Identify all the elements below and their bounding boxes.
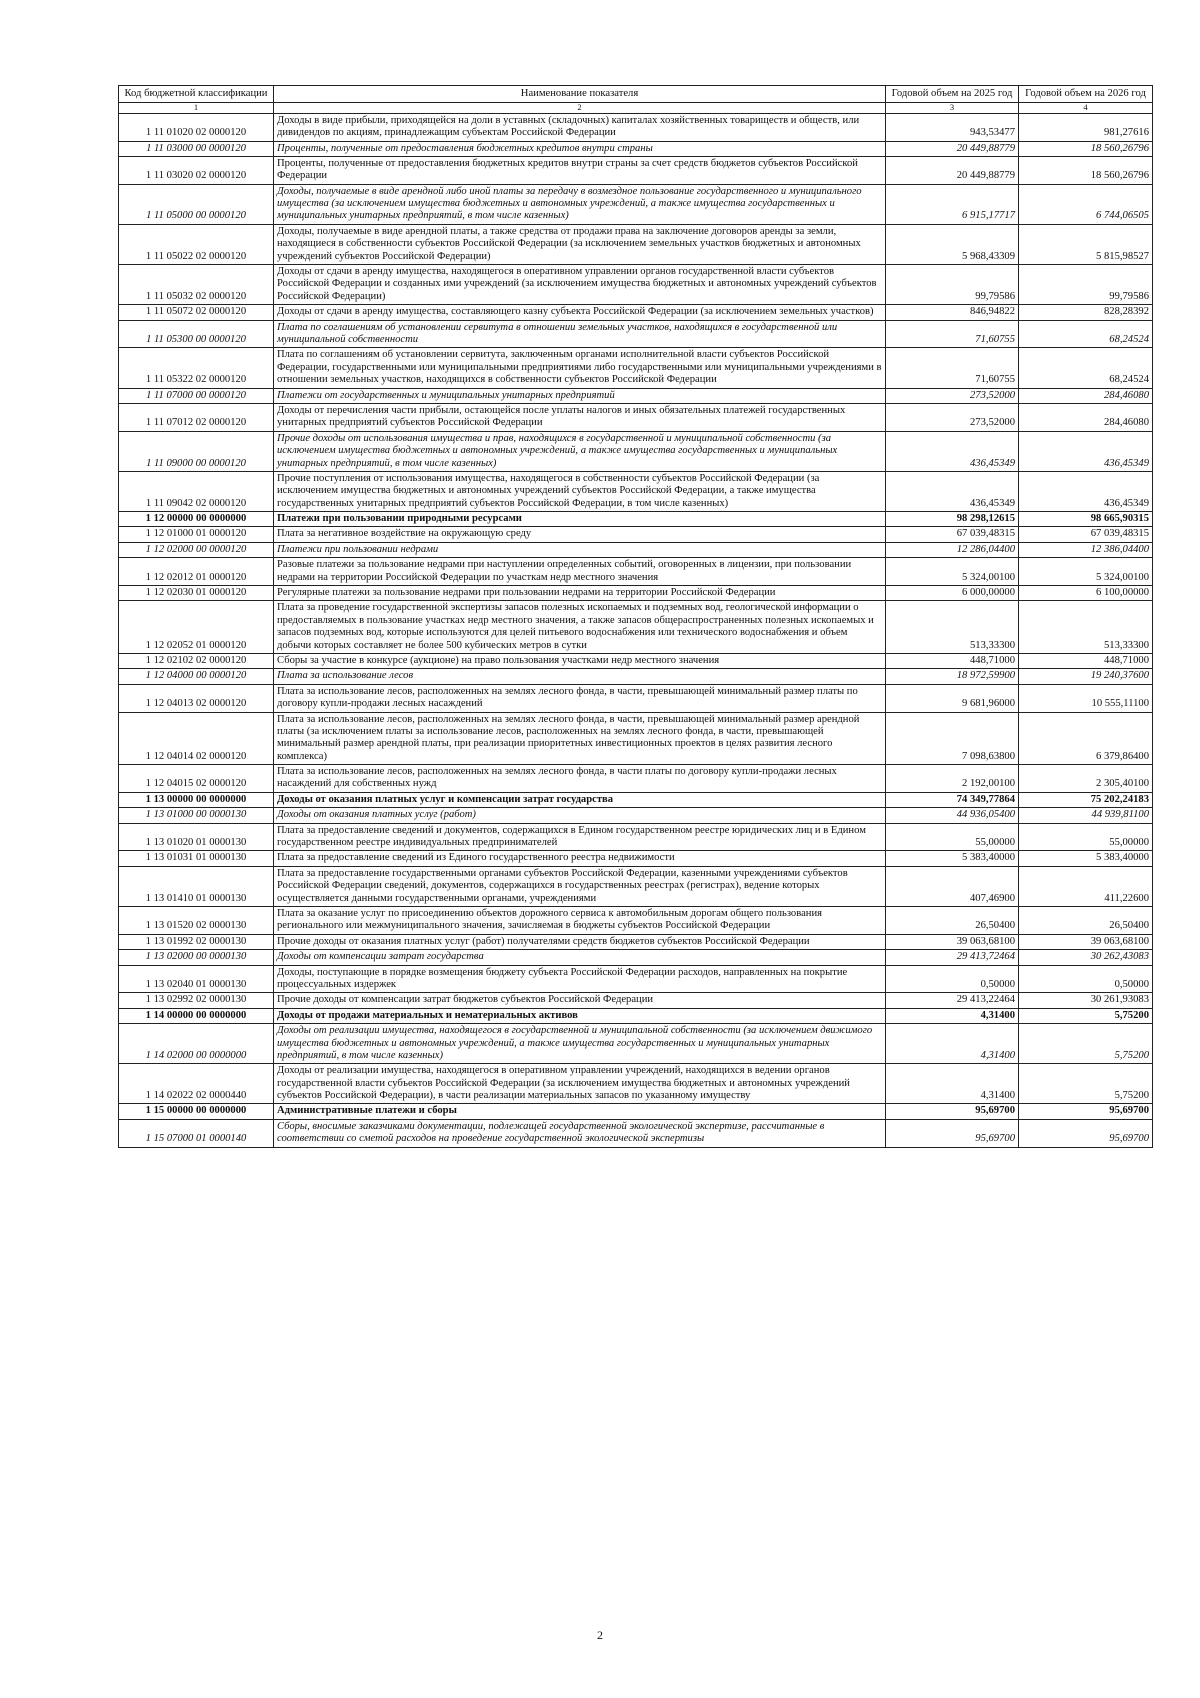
- indicator-name-cell: Прочие доходы от использования имущества и прав, находящихся в государственной и муниципальной собственности (за исключением имущества бюджетных и автономных учреждений, а также имущества государственных и муниципальных унитарных предприятий, в том числе казенных): [274, 431, 886, 471]
- indicator-name-cell: Регулярные платежи за пользование недрами при пользовании недрами на территории Российской Федерации: [274, 586, 886, 601]
- amount-2025-cell: 98 298,12615: [886, 512, 1019, 527]
- amount-2025-cell: 273,52000: [886, 388, 1019, 403]
- indicator-name-cell: Сборы за участие в конкурсе (аукционе) на право пользования участками недр местного значения: [274, 653, 886, 668]
- amount-2026-cell: 6 379,86400: [1019, 712, 1153, 765]
- amount-2026-cell: 75 202,24183: [1019, 792, 1153, 807]
- budget-code-cell: 1 15 00000 00 0000000: [119, 1104, 274, 1119]
- amount-2025-cell: 943,53477: [886, 113, 1019, 141]
- budget-code-cell: 1 14 02022 02 0000440: [119, 1064, 274, 1104]
- table-row: [119, 765, 1153, 793]
- table-row: [119, 823, 1153, 851]
- indicator-name-cell: Доходы от реализации имущества, находящегося в оперативном управлении учреждений, находящихся в ведении органов государственной власти субъектов Российской Федерации (за исключением имущества бюджетных и автономных учреждений субъектов Российской Федерации), в части реализации материальных запасов по указанному имуществу: [274, 1064, 886, 1104]
- amount-2025-cell: 95,69700: [886, 1104, 1019, 1119]
- budget-code-cell: 1 11 07000 00 0000120: [119, 388, 274, 403]
- amount-2025-cell: 29 413,22464: [886, 993, 1019, 1008]
- amount-2025-cell: 448,71000: [886, 653, 1019, 668]
- budget-code-cell: 1 11 03020 02 0000120: [119, 156, 274, 184]
- amount-2026-cell: 0,50000: [1019, 965, 1153, 993]
- budget-code-cell: 1 13 01410 01 0000130: [119, 866, 274, 906]
- amount-2025-cell: 407,46900: [886, 866, 1019, 906]
- budget-code-cell: 1 13 01000 00 0000130: [119, 808, 274, 823]
- amount-2025-cell: 95,69700: [886, 1119, 1019, 1147]
- header-code: Код бюджетной классификации: [119, 86, 274, 103]
- budget-code-cell: 1 12 04000 00 0000120: [119, 669, 274, 684]
- indicator-name-cell: Разовые платежи за пользование недрами при наступлении определенных событий, оговоренных в лицензии, при пользовании недрами на территории Российской Федерации по участкам недр местного значения: [274, 558, 886, 586]
- amount-2026-cell: 18 560,26796: [1019, 156, 1153, 184]
- budget-code-cell: 1 11 07012 02 0000120: [119, 403, 274, 431]
- table-row: [119, 512, 1153, 527]
- table-row: [119, 558, 1153, 586]
- budget-code-cell: 1 11 05072 02 0000120: [119, 305, 274, 320]
- indicator-name-cell: Плата за проведение государственной экспертизы запасов полезных ископаемых и подземных вод, геологической информации о предоставляемых в пользование участках недр местного значения, а также запасов общераспространенных полезных ископаемых и запасов подземных вод, которые используются для целей питьевого водоснабжения или технического водоснабжения и объем добычи которых составляет не более 500 кубических метров в сутки: [274, 601, 886, 654]
- table-row: [119, 1064, 1153, 1104]
- amount-2025-cell: 5 968,43309: [886, 224, 1019, 264]
- table-header-row: [119, 86, 1153, 103]
- amount-2025-cell: 513,33300: [886, 601, 1019, 654]
- indicator-name-cell: Плата за предоставление сведений из Единого государственного реестра недвижимости: [274, 851, 886, 866]
- amount-2026-cell: 5,75200: [1019, 1064, 1153, 1104]
- table-row: [119, 866, 1153, 906]
- indicator-name-cell: Плата за использование лесов, расположенных на землях лесного фонда, в части, превышающей минимальный размер арендной платы (за исключением платы за использование лесов, расположенных на землях лесного фонда, в части, превышающей минимальный размер арендной платы, при реализации приоритетных инвестиционных проектов в целях развития лесного комплекса): [274, 712, 886, 765]
- indicator-name-cell: Плата за предоставление государственными органами субъектов Российской Федерации, казенными учреждениями субъектов Российской Федерации сведений, документов, содержащихся в государственных реестрах (регистрах), ведение которых осуществляется данными государственными органами, учреждениями: [274, 866, 886, 906]
- table-row: [119, 320, 1153, 348]
- table-row: [119, 950, 1153, 965]
- indicator-name-cell: Плата за использование лесов, расположенных на землях лесного фонда, в части, превышающей минимальный размер платы по договору купли-продажи лесных насаждений: [274, 684, 886, 712]
- indicator-name-cell: Доходы от перечисления части прибыли, остающейся после уплаты налогов и иных обязательных платежей государственных унитарных предприятий субъектов Российской Федерации: [274, 403, 886, 431]
- budget-code-cell: 1 13 00000 00 0000000: [119, 792, 274, 807]
- budget-code-cell: 1 12 01000 01 0000120: [119, 527, 274, 542]
- table-row: [119, 1024, 1153, 1064]
- amount-2025-cell: 4,31400: [886, 1024, 1019, 1064]
- amount-2026-cell: 5 324,00100: [1019, 558, 1153, 586]
- amount-2025-cell: 846,94822: [886, 305, 1019, 320]
- amount-2025-cell: 5 383,40000: [886, 851, 1019, 866]
- amount-2025-cell: 71,60755: [886, 320, 1019, 348]
- amount-2025-cell: 26,50400: [886, 907, 1019, 935]
- amount-2025-cell: 20 449,88779: [886, 156, 1019, 184]
- column-number: 1: [119, 103, 274, 113]
- amount-2026-cell: 18 560,26796: [1019, 141, 1153, 156]
- table-row: [119, 907, 1153, 935]
- amount-2026-cell: 30 261,93083: [1019, 993, 1153, 1008]
- amount-2025-cell: 20 449,88779: [886, 141, 1019, 156]
- column-number-row: [119, 103, 1153, 113]
- table-row: [119, 586, 1153, 601]
- indicator-name-cell: Доходы в виде прибыли, приходящейся на доли в уставных (складочных) капиталах хозяйственных товариществ и обществ, или дивидендов по акциям, принадлежащим субъектам Российской Федерации: [274, 113, 886, 141]
- amount-2026-cell: 5,75200: [1019, 1008, 1153, 1023]
- table-row: [119, 113, 1153, 141]
- budget-code-cell: 1 11 05000 00 0000120: [119, 184, 274, 224]
- indicator-name-cell: Доходы от оказания платных услуг и компенсации затрат государства: [274, 792, 886, 807]
- amount-2026-cell: 12 386,04400: [1019, 542, 1153, 557]
- revenue-table: [118, 85, 1153, 1148]
- amount-2026-cell: 436,45349: [1019, 431, 1153, 471]
- column-number: 3: [886, 103, 1019, 113]
- amount-2026-cell: 5 815,98527: [1019, 224, 1153, 264]
- amount-2026-cell: 98 665,90315: [1019, 512, 1153, 527]
- amount-2026-cell: 67 039,48315: [1019, 527, 1153, 542]
- table-row: [119, 141, 1153, 156]
- amount-2026-cell: 284,46080: [1019, 388, 1153, 403]
- budget-code-cell: 1 11 05032 02 0000120: [119, 265, 274, 305]
- amount-2026-cell: 436,45349: [1019, 471, 1153, 511]
- budget-code-cell: 1 14 02000 00 0000000: [119, 1024, 274, 1064]
- amount-2025-cell: 9 681,96000: [886, 684, 1019, 712]
- amount-2025-cell: 4,31400: [886, 1064, 1019, 1104]
- amount-2026-cell: 411,22600: [1019, 866, 1153, 906]
- amount-2025-cell: 0,50000: [886, 965, 1019, 993]
- table-row: [119, 792, 1153, 807]
- table-row: [119, 348, 1153, 388]
- indicator-name-cell: Плата за использование лесов: [274, 669, 886, 684]
- amount-2026-cell: 68,24524: [1019, 348, 1153, 388]
- amount-2025-cell: 273,52000: [886, 403, 1019, 431]
- indicator-name-cell: Прочие поступления от использования имущества, находящегося в собственности субъектов Российской Федерации (за исключением имущества бюджетных и автономных учреждений субъектов Российской Федерации, а также имущества государственных унитарных предприятий субъектов Российской Федерации, в том числе казенных): [274, 471, 886, 511]
- budget-code-cell: 1 13 01031 01 0000130: [119, 851, 274, 866]
- amount-2026-cell: 68,24524: [1019, 320, 1153, 348]
- indicator-name-cell: Плата за предоставление сведений и документов, содержащихся в Едином государственном реестре юридических лиц и в Едином государственном реестре индивидуальных предпринимателей: [274, 823, 886, 851]
- table-row: [119, 542, 1153, 557]
- table-row: [119, 527, 1153, 542]
- table-row: [119, 156, 1153, 184]
- amount-2026-cell: 5 383,40000: [1019, 851, 1153, 866]
- amount-2026-cell: 513,33300: [1019, 601, 1153, 654]
- amount-2025-cell: 55,00000: [886, 823, 1019, 851]
- indicator-name-cell: Плата за негативное воздействие на окружающую среду: [274, 527, 886, 542]
- amount-2026-cell: 981,27616: [1019, 113, 1153, 141]
- indicator-name-cell: Доходы от оказания платных услуг (работ): [274, 808, 886, 823]
- amount-2026-cell: 6 744,06505: [1019, 184, 1153, 224]
- indicator-name-cell: Проценты, полученные от предоставления бюджетных кредитов внутри страны за счет средств бюджетов субъектов Российской Федерации: [274, 156, 886, 184]
- amount-2026-cell: 99,79586: [1019, 265, 1153, 305]
- indicator-name-cell: Доходы, поступающие в порядке возмещения бюджету субъекта Российской Федерации расходов, направленных на покрытие процессуальных издержек: [274, 965, 886, 993]
- budget-code-cell: 1 11 05322 02 0000120: [119, 348, 274, 388]
- header-year-2026: Годовой объем на 2026 год: [1019, 86, 1153, 103]
- amount-2026-cell: 10 555,11100: [1019, 684, 1153, 712]
- amount-2025-cell: 4,31400: [886, 1008, 1019, 1023]
- amount-2025-cell: 436,45349: [886, 471, 1019, 511]
- budget-code-cell: 1 12 04014 02 0000120: [119, 712, 274, 765]
- amount-2025-cell: 67 039,48315: [886, 527, 1019, 542]
- page-number: 2: [597, 1628, 603, 1642]
- amount-2026-cell: 6 100,00000: [1019, 586, 1153, 601]
- amount-2026-cell: 284,46080: [1019, 403, 1153, 431]
- amount-2026-cell: 19 240,37600: [1019, 669, 1153, 684]
- amount-2026-cell: 828,28392: [1019, 305, 1153, 320]
- budget-code-cell: 1 12 02052 01 0000120: [119, 601, 274, 654]
- budget-code-cell: 1 11 01020 02 0000120: [119, 113, 274, 141]
- budget-code-cell: 1 11 05022 02 0000120: [119, 224, 274, 264]
- indicator-name-cell: Плата за оказание услуг по присоединению объектов дорожного сервиса к автомобильным дорогам общего пользования регионального или межмуниципального значения, зачисляемая в бюджеты субъектов Российской Федерации: [274, 907, 886, 935]
- amount-2026-cell: 95,69700: [1019, 1119, 1153, 1147]
- amount-2025-cell: 18 972,59900: [886, 669, 1019, 684]
- amount-2025-cell: 39 063,68100: [886, 934, 1019, 949]
- indicator-name-cell: Платежи от государственных и муниципальных унитарных предприятий: [274, 388, 886, 403]
- column-number: 2: [274, 103, 886, 113]
- table-row: [119, 224, 1153, 264]
- indicator-name-cell: Доходы, получаемые в виде арендной либо иной платы за передачу в возмездное пользование государственного и муниципального имущества (за исключением имущества бюджетных и автономных учреждений, а также имущества государственных и муниципальных унитарных предприятий, в том числе казенных): [274, 184, 886, 224]
- indicator-name-cell: Плата за использование лесов, расположенных на землях лесного фонда, в части платы по договору купли-продажи лесных насаждений для собственных нужд: [274, 765, 886, 793]
- table-row: [119, 851, 1153, 866]
- amount-2026-cell: 95,69700: [1019, 1104, 1153, 1119]
- indicator-name-cell: Прочие доходы от компенсации затрат бюджетов субъектов Российской Федерации: [274, 993, 886, 1008]
- budget-code-cell: 1 12 04013 02 0000120: [119, 684, 274, 712]
- indicator-name-cell: Административные платежи и сборы: [274, 1104, 886, 1119]
- table-row: [119, 684, 1153, 712]
- table-row: [119, 305, 1153, 320]
- budget-code-cell: 1 11 09000 00 0000120: [119, 431, 274, 471]
- amount-2025-cell: 2 192,00100: [886, 765, 1019, 793]
- table-row: [119, 993, 1153, 1008]
- table-row: [119, 1119, 1153, 1147]
- indicator-name-cell: Доходы от реализации имущества, находящегося в государственной и муниципальной собственности (за исключением движимого имущества бюджетных и автономных учреждений, а также имущества государственных и муниципальных унитарных предприятий, в том числе казенных): [274, 1024, 886, 1064]
- budget-code-cell: 1 12 02030 01 0000120: [119, 586, 274, 601]
- indicator-name-cell: Платежи при пользовании недрами: [274, 542, 886, 557]
- indicator-name-cell: Платежи при пользовании природными ресурсами: [274, 512, 886, 527]
- table-row: [119, 669, 1153, 684]
- amount-2025-cell: 5 324,00100: [886, 558, 1019, 586]
- indicator-name-cell: Доходы от сдачи в аренду имущества, находящегося в оперативном управлении органов государственной власти субъектов Российской Федерации и созданных ими учреждений (за исключением имущества бюджетных и автономных учреждений субъектов Российской Федерации): [274, 265, 886, 305]
- budget-code-cell: 1 13 02992 02 0000130: [119, 993, 274, 1008]
- table-row: [119, 712, 1153, 765]
- amount-2025-cell: 99,79586: [886, 265, 1019, 305]
- amount-2025-cell: 74 349,77864: [886, 792, 1019, 807]
- amount-2025-cell: 7 098,63800: [886, 712, 1019, 765]
- indicator-name-cell: Доходы от продажи материальных и нематериальных активов: [274, 1008, 886, 1023]
- budget-code-cell: 1 13 02000 00 0000130: [119, 950, 274, 965]
- budget-code-cell: 1 11 09042 02 0000120: [119, 471, 274, 511]
- budget-code-cell: 1 13 01020 01 0000130: [119, 823, 274, 851]
- amount-2026-cell: 5,75200: [1019, 1024, 1153, 1064]
- amount-2025-cell: 12 286,04400: [886, 542, 1019, 557]
- budget-code-cell: 1 12 00000 00 0000000: [119, 512, 274, 527]
- table-row: [119, 1104, 1153, 1119]
- indicator-name-cell: Плата по соглашениям об установлении сервитута, заключенным органами исполнительной власти субъектов Российской Федерации, государственными или муниципальными предприятиями либо государственными или муниципальными учреждениями в отношении земельных участков, находящихся в собственности субъектов Российской Федерации: [274, 348, 886, 388]
- column-number: 4: [1019, 103, 1153, 113]
- amount-2025-cell: 71,60755: [886, 348, 1019, 388]
- table-row: [119, 653, 1153, 668]
- budget-code-cell: 1 12 02012 01 0000120: [119, 558, 274, 586]
- amount-2026-cell: 2 305,40100: [1019, 765, 1153, 793]
- budget-code-cell: 1 13 01520 02 0000130: [119, 907, 274, 935]
- table-row: [119, 601, 1153, 654]
- budget-code-cell: 1 12 02000 00 0000120: [119, 542, 274, 557]
- indicator-name-cell: Сборы, вносимые заказчиками документации, подлежащей государственной экологической экспертизе, рассчитанные в соответствии со сметой расходов на проведение государственной экологической экспертизы: [274, 1119, 886, 1147]
- table-row: [119, 265, 1153, 305]
- budget-code-cell: 1 11 05300 00 0000120: [119, 320, 274, 348]
- table-row: [119, 934, 1153, 949]
- amount-2025-cell: 44 936,05400: [886, 808, 1019, 823]
- amount-2025-cell: 436,45349: [886, 431, 1019, 471]
- table-row: [119, 1008, 1153, 1023]
- table-row: [119, 403, 1153, 431]
- table-row: [119, 965, 1153, 993]
- indicator-name-cell: Доходы от сдачи в аренду имущества, составляющего казну субъекта Российской Федерации (за исключением земельных участков): [274, 305, 886, 320]
- budget-code-cell: 1 13 02040 01 0000130: [119, 965, 274, 993]
- table-body: [119, 113, 1153, 1147]
- amount-2025-cell: 6 000,00000: [886, 586, 1019, 601]
- budget-code-cell: 1 12 04015 02 0000120: [119, 765, 274, 793]
- amount-2026-cell: 448,71000: [1019, 653, 1153, 668]
- document-page: [118, 85, 1152, 1148]
- amount-2026-cell: 26,50400: [1019, 907, 1153, 935]
- header-name: Наименование показателя: [274, 86, 886, 103]
- amount-2026-cell: 30 262,43083: [1019, 950, 1153, 965]
- table-row: [119, 471, 1153, 511]
- budget-code-cell: 1 11 03000 00 0000120: [119, 141, 274, 156]
- indicator-name-cell: Доходы от компенсации затрат государства: [274, 950, 886, 965]
- table-row: [119, 431, 1153, 471]
- indicator-name-cell: Плата по соглашениям об установлении сервитута в отношении земельных участков, находящихся в государственной или муниципальной собственности: [274, 320, 886, 348]
- table-row: [119, 808, 1153, 823]
- budget-code-cell: 1 15 07000 01 0000140: [119, 1119, 274, 1147]
- amount-2025-cell: 6 915,17717: [886, 184, 1019, 224]
- indicator-name-cell: Доходы, получаемые в виде арендной платы, а также средства от продажи права на заключение договоров аренды за земли, находящиеся в собственности субъектов Российской Федерации (за исключением земельных участков бюджетных и автономных учреждений субъектов Российской Федерации): [274, 224, 886, 264]
- amount-2026-cell: 39 063,68100: [1019, 934, 1153, 949]
- budget-code-cell: 1 13 01992 02 0000130: [119, 934, 274, 949]
- amount-2026-cell: 55,00000: [1019, 823, 1153, 851]
- amount-2025-cell: 29 413,72464: [886, 950, 1019, 965]
- indicator-name-cell: Проценты, полученные от предоставления бюджетных кредитов внутри страны: [274, 141, 886, 156]
- table-row: [119, 184, 1153, 224]
- table-row: [119, 388, 1153, 403]
- amount-2026-cell: 44 939,81100: [1019, 808, 1153, 823]
- budget-code-cell: 1 12 02102 02 0000120: [119, 653, 274, 668]
- budget-code-cell: 1 14 00000 00 0000000: [119, 1008, 274, 1023]
- indicator-name-cell: Прочие доходы от оказания платных услуг (работ) получателями средств бюджетов субъектов Российской Федерации: [274, 934, 886, 949]
- header-year-2025: Годовой объем на 2025 год: [886, 86, 1019, 103]
